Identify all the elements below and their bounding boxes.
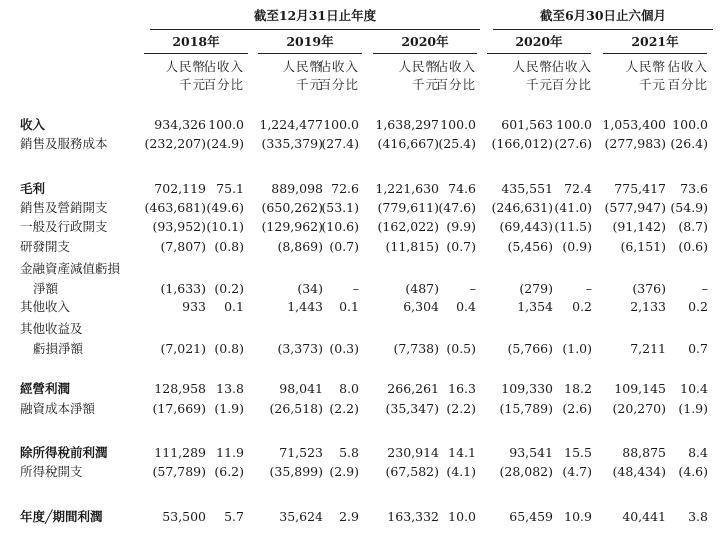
percent-cell: (0.7)	[329, 239, 359, 254]
unit-pct-of-revenue: 佔收入	[318, 59, 359, 74]
percent-cell: 100.0	[440, 117, 476, 132]
year-header: 2019年	[286, 34, 334, 49]
unit-thousand: 千元	[525, 77, 553, 92]
row-label: 一般及行政開支	[20, 219, 108, 234]
amount-cell: (246,631)	[491, 200, 553, 215]
amount-cell: (779,611)	[377, 200, 439, 215]
percent-cell: (53.1)	[321, 200, 359, 215]
amount-cell: 1,221,630	[375, 181, 439, 196]
header-rule	[493, 29, 713, 30]
amount-cell: (129,962)	[261, 219, 323, 234]
percent-cell: –	[352, 281, 359, 296]
percent-cell: 0.2	[688, 299, 708, 314]
percent-cell: 16.3	[448, 381, 476, 396]
percent-cell: 100.0	[672, 117, 708, 132]
percent-cell: (0.2)	[214, 281, 244, 296]
unit-rmb: 人民幣	[282, 59, 323, 74]
row-label: 經營利潤	[20, 381, 71, 396]
percent-cell: 13.8	[216, 381, 244, 396]
percent-cell: (47.6)	[438, 200, 476, 215]
amount-cell: (5,766)	[507, 341, 553, 356]
unit-thousand: 千元	[638, 77, 666, 92]
amount-cell: 98,041	[279, 381, 323, 396]
percent-cell: (6.2)	[214, 464, 244, 479]
percent-cell: (4.7)	[562, 464, 592, 479]
percent-cell: (10.1)	[206, 219, 244, 234]
percent-cell: (0.5)	[446, 341, 476, 356]
amount-cell: 435,551	[501, 181, 553, 196]
amount-cell: (7,807)	[160, 239, 206, 254]
unit-rmb: 人民幣	[512, 59, 553, 74]
amount-cell: (577,947)	[604, 200, 666, 215]
percent-cell: (1.0)	[562, 341, 592, 356]
percent-cell: (0.3)	[329, 341, 359, 356]
amount-cell: (34)	[297, 281, 323, 296]
percent-cell: 15.5	[564, 445, 592, 460]
amount-cell: (35,899)	[269, 464, 323, 479]
percent-cell: (9.9)	[446, 219, 476, 234]
percent-cell: 10.0	[448, 509, 476, 524]
row-label: 其他收益及	[20, 321, 83, 336]
year-rule	[603, 53, 707, 54]
percent-cell: (11.5)	[554, 219, 592, 234]
amount-cell: (162,022)	[377, 219, 439, 234]
amount-cell: 775,417	[614, 181, 666, 196]
unit-percent: 百分比	[203, 77, 244, 92]
amount-cell: (15,789)	[499, 401, 553, 416]
header-year-end: 截至12月31日止年度	[253, 8, 377, 23]
year-rule	[258, 53, 362, 54]
amount-cell: (1,633)	[160, 281, 206, 296]
percent-cell: (41.0)	[554, 200, 592, 215]
amount-cell: 2,133	[630, 299, 666, 314]
amount-cell: 1,053,400	[602, 117, 666, 132]
amount-cell: 702,119	[154, 181, 206, 196]
amount-cell: (57,789)	[152, 464, 206, 479]
amount-cell: 71,523	[279, 445, 323, 460]
percent-cell: (54.9)	[670, 200, 708, 215]
amount-cell: 266,261	[387, 381, 439, 396]
percent-cell: 0.2	[572, 299, 592, 314]
amount-cell: 934,326	[154, 117, 206, 132]
percent-cell: 72.4	[564, 181, 592, 196]
percent-cell: (0.9)	[562, 239, 592, 254]
percent-cell: 11.9	[216, 445, 244, 460]
amount-cell: (93,952)	[152, 219, 206, 234]
year-header: 2021年	[631, 34, 679, 49]
amount-cell: (69,443)	[499, 219, 553, 234]
year-rule	[373, 53, 477, 54]
percent-cell: 3.8	[688, 509, 708, 524]
row-label: 年度╱期間利潤	[20, 509, 103, 524]
percent-cell: 75.1	[216, 181, 244, 196]
unit-percent: 百分比	[435, 77, 476, 92]
percent-cell: 73.6	[680, 181, 708, 196]
amount-cell: 93,541	[509, 445, 553, 460]
year-header: 2020年	[401, 34, 449, 49]
amount-cell: (91,142)	[612, 219, 666, 234]
row-label: 銷售及服務成本	[20, 136, 108, 151]
amount-cell: (279)	[519, 281, 553, 296]
amount-cell: (487)	[405, 281, 439, 296]
percent-cell: 10.4	[680, 381, 708, 396]
percent-cell: (24.9)	[206, 136, 244, 151]
unit-percent: 百分比	[551, 77, 592, 92]
percent-cell: 8.0	[339, 381, 359, 396]
amount-cell: (26,518)	[269, 401, 323, 416]
percent-cell: 100.0	[556, 117, 592, 132]
amount-cell: (3,373)	[277, 341, 323, 356]
unit-pct-of-revenue: 佔收入	[667, 59, 708, 74]
amount-cell: (650,262)	[261, 200, 323, 215]
percent-cell: (27.6)	[554, 136, 592, 151]
header-six-months: 截至6月30日止六個月	[539, 8, 667, 23]
amount-cell: (67,582)	[385, 464, 439, 479]
amount-cell: 109,145	[614, 381, 666, 396]
row-label: 銷售及營銷開支	[20, 200, 108, 215]
percent-cell: 72.6	[331, 181, 359, 196]
header-rule	[150, 29, 480, 30]
percent-cell: 5.7	[224, 509, 244, 524]
row-label: 其他收入	[20, 299, 71, 314]
year-rule	[487, 53, 591, 54]
amount-cell: (6,151)	[620, 239, 666, 254]
amount-cell: (11,815)	[385, 239, 439, 254]
percent-cell: 18.2	[564, 381, 592, 396]
unit-pct-of-revenue: 佔收入	[435, 59, 476, 74]
percent-cell: (4.6)	[678, 464, 708, 479]
amount-cell: (5,456)	[507, 239, 553, 254]
percent-cell: (26.4)	[670, 136, 708, 151]
percent-cell: (1.9)	[678, 401, 708, 416]
amount-cell: (28,082)	[499, 464, 553, 479]
percent-cell: (0.8)	[214, 341, 244, 356]
unit-thousand: 千元	[178, 77, 206, 92]
amount-cell: 1,354	[517, 299, 553, 314]
amount-cell: (20,270)	[612, 401, 666, 416]
amount-cell: (463,681)	[144, 200, 206, 215]
percent-cell: (2.2)	[446, 401, 476, 416]
percent-cell: (10.6)	[321, 219, 359, 234]
amount-cell: 53,500	[162, 509, 206, 524]
percent-cell: (2.9)	[329, 464, 359, 479]
percent-cell: 0.1	[224, 299, 244, 314]
amount-cell: (8,869)	[277, 239, 323, 254]
row-label-continued: 淨額	[33, 281, 59, 296]
row-label-continued: 虧損淨額	[33, 341, 84, 356]
percent-cell: –	[585, 281, 592, 296]
amount-cell: 111,289	[154, 445, 206, 460]
unit-rmb: 人民幣	[165, 59, 206, 74]
unit-rmb: 人民幣	[625, 59, 666, 74]
row-label: 金融資產減值虧損	[20, 261, 121, 276]
percent-cell: 0.1	[339, 299, 359, 314]
amount-cell: 6,304	[403, 299, 439, 314]
percent-cell: (25.4)	[438, 136, 476, 151]
percent-cell: (27.4)	[321, 136, 359, 151]
amount-cell: (416,667)	[377, 136, 439, 151]
amount-cell: (376)	[632, 281, 666, 296]
amount-cell: 88,875	[622, 445, 666, 460]
amount-cell: (166,012)	[491, 136, 553, 151]
amount-cell: 109,330	[501, 381, 553, 396]
amount-cell: 40,441	[622, 509, 666, 524]
percent-cell: (8.7)	[678, 219, 708, 234]
unit-pct-of-revenue: 佔收入	[551, 59, 592, 74]
unit-thousand: 千元	[411, 77, 439, 92]
unit-thousand: 千元	[295, 77, 323, 92]
amount-cell: 35,624	[279, 509, 323, 524]
percent-cell: 5.8	[339, 445, 359, 460]
percent-cell: (0.8)	[214, 239, 244, 254]
row-label: 收入	[20, 117, 46, 132]
percent-cell: (1.9)	[214, 401, 244, 416]
percent-cell: 0.7	[688, 341, 708, 356]
amount-cell: (277,983)	[604, 136, 666, 151]
unit-percent: 百分比	[318, 77, 359, 92]
year-header: 2018年	[172, 34, 220, 49]
amount-cell: (7,021)	[160, 341, 206, 356]
amount-cell: (35,347)	[385, 401, 439, 416]
amount-cell: (335,379)	[261, 136, 323, 151]
percent-cell: (0.7)	[446, 239, 476, 254]
unit-rmb: 人民幣	[398, 59, 439, 74]
amount-cell: (48,434)	[612, 464, 666, 479]
percent-cell: 10.9	[564, 509, 592, 524]
percent-cell: 100.0	[208, 117, 244, 132]
percent-cell: –	[701, 281, 708, 296]
percent-cell: (49.6)	[206, 200, 244, 215]
amount-cell: 7,211	[630, 341, 666, 356]
amount-cell: 1,443	[287, 299, 323, 314]
unit-percent: 百分比	[667, 77, 708, 92]
unit-pct-of-revenue: 佔收入	[203, 59, 244, 74]
row-label: 毛利	[20, 181, 46, 196]
percent-cell: 2.9	[339, 509, 359, 524]
amount-cell: 1,638,297	[375, 117, 439, 132]
row-label: 所得稅開支	[20, 464, 83, 479]
percent-cell: (0.6)	[678, 239, 708, 254]
row-label: 除所得稅前利潤	[20, 445, 108, 460]
percent-cell: –	[469, 281, 476, 296]
amount-cell: 601,563	[501, 117, 553, 132]
percent-cell: (4.1)	[446, 464, 476, 479]
amount-cell: (232,207)	[144, 136, 206, 151]
amount-cell: 1,224,477	[259, 117, 323, 132]
percent-cell: 8.4	[688, 445, 708, 460]
amount-cell: 65,459	[509, 509, 553, 524]
amount-cell: 889,098	[271, 181, 323, 196]
row-label: 研發開支	[20, 239, 71, 254]
amount-cell: 163,332	[387, 509, 439, 524]
year-header: 2020年	[515, 34, 563, 49]
percent-cell: (2.2)	[329, 401, 359, 416]
percent-cell: 0.4	[456, 299, 476, 314]
amount-cell: 230,914	[387, 445, 439, 460]
row-label: 融資成本淨額	[20, 401, 96, 416]
percent-cell: 100.0	[323, 117, 359, 132]
percent-cell: 14.1	[448, 445, 476, 460]
amount-cell: (7,738)	[393, 341, 439, 356]
percent-cell: (2.6)	[562, 401, 592, 416]
amount-cell: 128,958	[154, 381, 206, 396]
year-rule	[144, 53, 248, 54]
amount-cell: (17,669)	[152, 401, 206, 416]
amount-cell: 933	[182, 299, 206, 314]
percent-cell: 74.6	[448, 181, 476, 196]
